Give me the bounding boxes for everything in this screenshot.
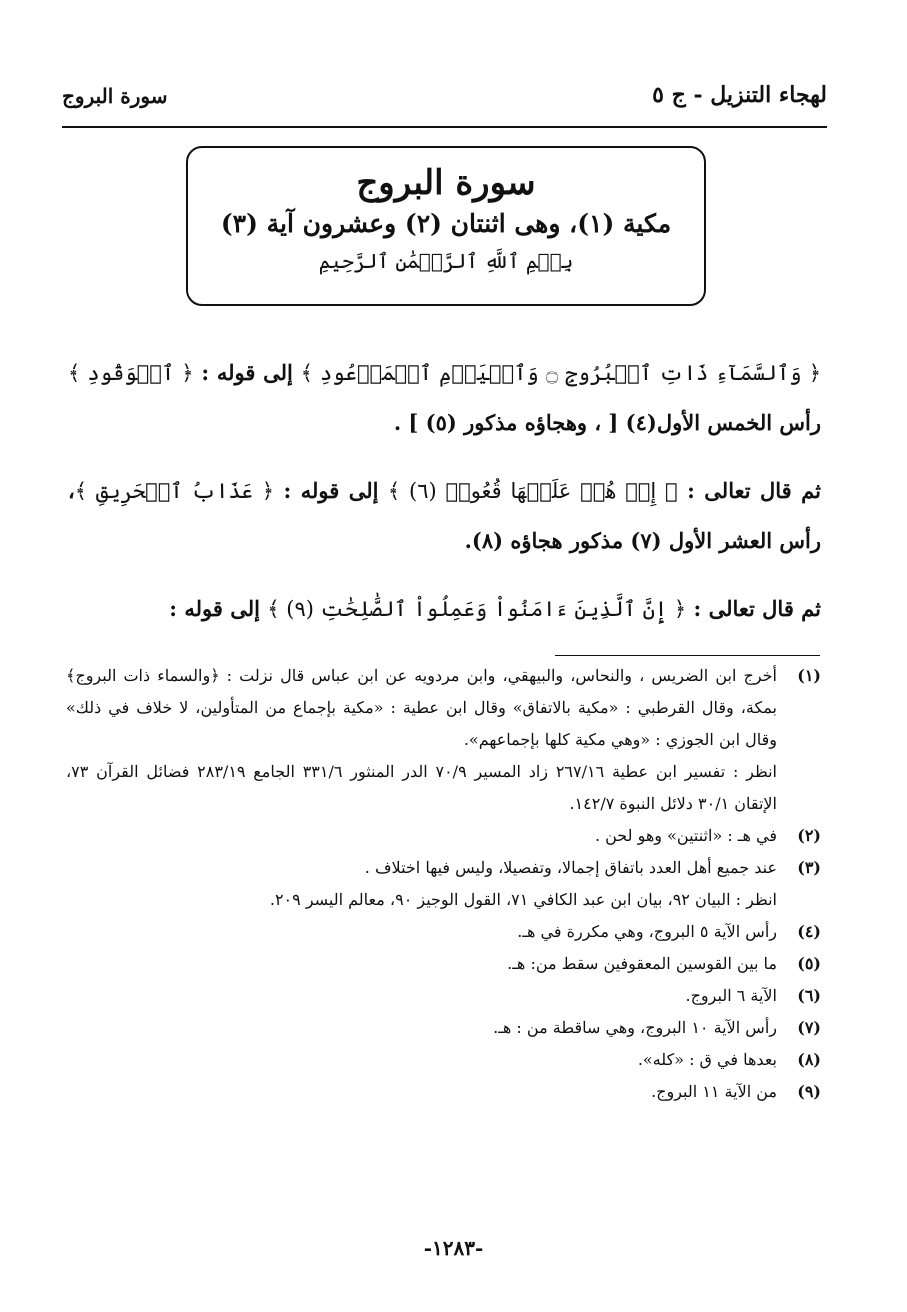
footnote-text: عند جميع أهل العدد باتفاق إجمالا، وتفصيلا، وليس فيها اختلاف . (364, 858, 777, 877)
verse-quote: ﴿ إِذۡ هُمۡ عَلَيۡهَا قُعُودٞ (٦) ﴾ (387, 479, 678, 503)
footnote-text: من الآية ١١ البروج. (651, 1082, 777, 1101)
surah-subtitle: مكية (١)، وهى اثنتان (٢) وعشرون آية (٣) (220, 209, 672, 238)
footnote-number: (٦) (797, 986, 821, 1005)
verse-quote: ﴿ ٱلۡوَقُودِ ﴾ (68, 361, 194, 385)
footnote-9 (66, 1076, 821, 1108)
footnote-text: رأس الآية ٥ البروج، وهي مكررة في هـ. (517, 922, 777, 941)
footnote-3-reference: انظر : البيان ٩٢، بيان ابن عبد الكافي ٧١، القول الوجيز ٩٠، معالم اليسر ٢٠٩. (269, 890, 777, 909)
footnote-number: (٧) (797, 1018, 821, 1037)
footnote-number: (٣) (797, 858, 821, 877)
footnote-8 (66, 1044, 821, 1076)
page-number: -١٢٨٣- (423, 1236, 484, 1260)
footnote-5 (66, 948, 821, 980)
book-title: لهجاء التنزيل - ج ٥ (652, 82, 827, 108)
text-run: رأس الخمس الأول(٤) [ ، وهجاؤه مذكور (٥) ] . (393, 410, 821, 435)
footnote-2 (66, 820, 821, 852)
surah-title-box (186, 146, 706, 306)
footnote-text: في هـ : «اثنتين» وهو لحن . (594, 826, 777, 845)
header-rule (62, 126, 827, 128)
footnote-number: (١) (797, 666, 821, 685)
main-text (68, 348, 821, 652)
footnote-number: (٢) (797, 826, 821, 845)
text-run: ثم قال تعالى : (677, 478, 821, 503)
footnote-6 (66, 980, 821, 1012)
footnote-3 (66, 852, 821, 884)
surah-name-header: سورة البروج (62, 84, 168, 108)
footnote-text: رأس الآية ١٠ البروج، وهي ساقطة من : هـ. (493, 1018, 777, 1037)
paragraph-1 (68, 348, 821, 448)
footnote-4 (66, 916, 821, 948)
text-run: ثم قال تعالى : (686, 596, 821, 621)
text-run: ، رأس العشر الأول (٧) مذكور هجاؤه (٨). (68, 478, 821, 553)
footnote-text: ما بين القوسين المعقوفين سقط من: هـ. (507, 954, 777, 973)
footnote-text: أخرج ابن الضريس ، والنحاس، والبيهقي، وابن مردويه عن ابن عباس قال نزلت : ﴿والسماء ذات البروج﴾ بمكة، وقال القرطبي : «مكية بالاتفاق» وقال ابن عطية : «مكية بإجماع من المتأولين، لا خلاف في ذلك» وقال ابن الجوزي : «وهي مكية كلها بإجماعهم». (66, 666, 777, 749)
footnote-7 (66, 1012, 821, 1044)
text-run: إلى قوله : (193, 360, 301, 385)
verse-quote: ﴿ وَٱلسَّمَآءِ ذَاتِ ٱلۡبُرُوجِ ۝ وَٱلۡيَوۡمِ ٱلۡمَوۡعُودِ ﴾ (300, 361, 822, 385)
text-run: إلى قوله : (169, 596, 268, 621)
footnote-number: (٨) (797, 1050, 821, 1069)
footnote-rule (555, 655, 820, 656)
footnote-1 (66, 660, 821, 756)
footnote-number: (٥) (797, 954, 821, 973)
running-header (62, 82, 827, 118)
basmala: بِسۡمِ ٱللَّهِ ٱلرَّحۡمَٰنِ ٱلرَّحِيمِ (318, 249, 574, 273)
footnote-number: (٩) (797, 1082, 821, 1101)
footnote-number: (٤) (797, 922, 821, 941)
footnote-1-reference: انظر : تفسير ابن عطية ٢٦٧/١٦ زاد المسير ٧٠/٩ الدر المنثور ٣٣١/٦ الجامع ٢٨٣/١٩ فضائل القرآن ٧٣، الإتقان ٣٠/١ دلائل النبوة ١٤٢/٧. (66, 762, 778, 813)
footnotes (66, 660, 821, 1108)
verse-quote: ﴿ عَذَابُ ٱلۡحَرِيقِ ﴾ (74, 479, 275, 503)
text-run: إلى قوله : (274, 478, 388, 503)
footnote-text: الآية ٦ البروج. (685, 986, 777, 1005)
paragraph-3 (68, 584, 821, 634)
surah-title: سورة البروج (356, 163, 536, 203)
verse-quote: ﴿ إِنَّ ٱلَّذِينَ ءَامَنُواْ وَعَمِلُواْ ٱلصَّٰلِحَٰتِ (٩) ﴾ (267, 597, 687, 621)
paragraph-2 (68, 466, 821, 566)
footnote-text: بعدها في ق : «كله». (637, 1050, 777, 1069)
